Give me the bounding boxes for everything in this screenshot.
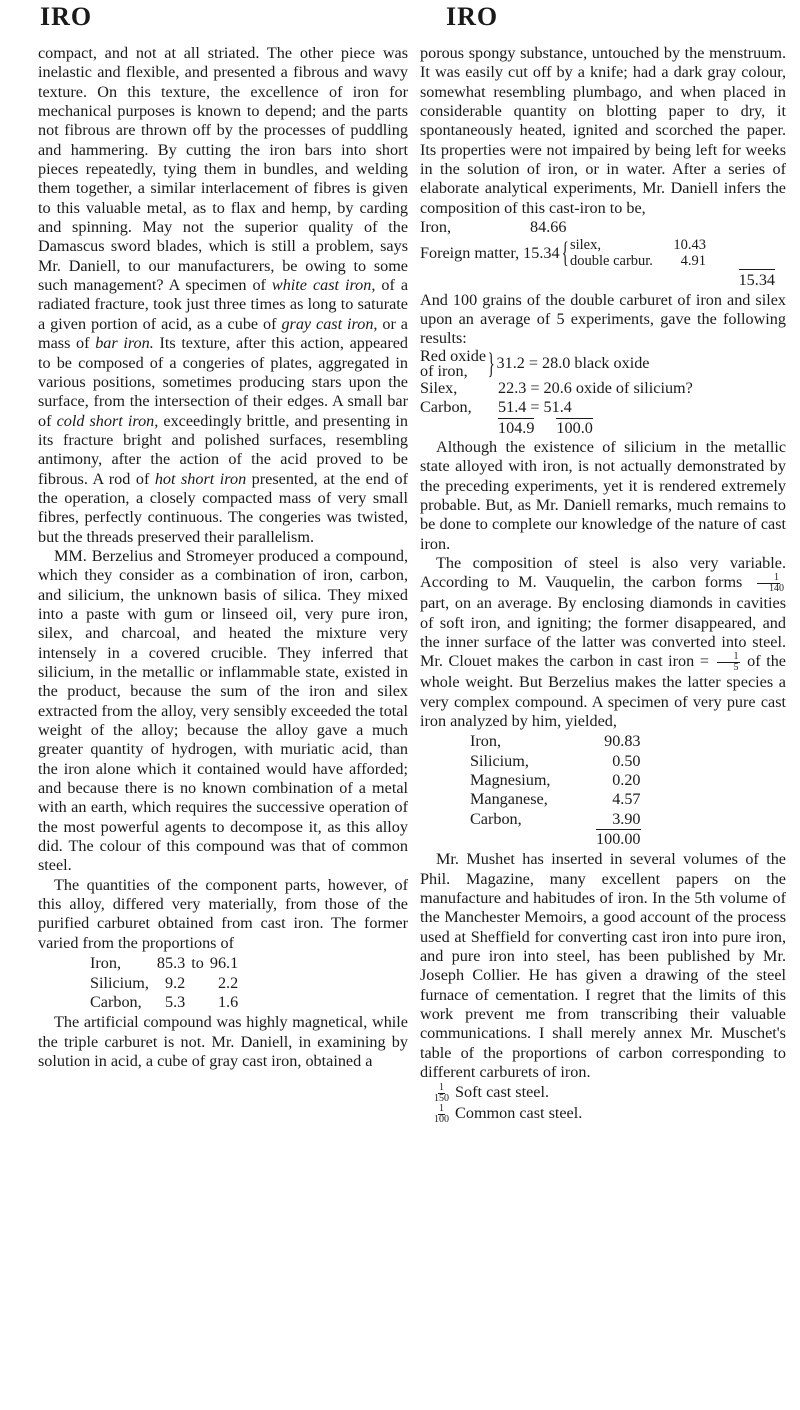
table-row: Silicium, 9.2 2.2 [90, 973, 239, 992]
fraction: $\frac{1}{100}$ [434, 1102, 449, 1125]
table-row: 100.00 [596, 830, 641, 849]
results-block: Red oxide of iron, } 31.2 = 28.0 black oxide Silex, 22.3 = 20.6 oxide of silicium? Carbon, 51.4 = 51.4 104.9 100.0 [420, 346, 693, 437]
paragraph: The quantities of the component parts, however, of this alloy, differed very materially, from those of the purified carburet obtained from cast iron. The former varied from the proportions of [38, 875, 408, 952]
analysis-table [470, 732, 641, 849]
table-row: Carbon, 3.90 [470, 809, 641, 828]
paragraph: Although the existence of silicium in the metallic state alloyed with iron, is not actually demonstrated by the preceding experiments, yet it is rendered extremely probable. But, as Mr. Daniell remarks, much remains to be done to complete our knowledge of the nature of cast iron. [420, 437, 786, 553]
fraction: $\frac{1}{140}$ [753, 573, 784, 594]
paragraph: The composition of steel is also very variable. According to M. Vauquelin, the carbon forms $\frac{1}{140}$ part, on an average. By enclosing diamonds in cavities of soft iron, and igniting; the former disappeared, and the inner surface of the latter was converted into steel. Mr. Clouet makes the carbon in cast iron = $\frac{1}{5}$ of the whole weight. But Berzelius makes the latter species a very complex compound. A specimen of very pure cast iron analyzed by him, yielded, [420, 553, 786, 730]
brace-icon: } [487, 346, 495, 380]
fraction: $\frac{1}{150}$ [434, 1081, 449, 1104]
paragraph: And 100 grains of the double carburet of iron and silex upon an average of 5 experiments, gave the following results: [420, 290, 786, 348]
right-column [420, 44, 786, 1125]
table-row: Carbon, 5.3 1.6 [90, 992, 239, 1011]
table-row: Iron, 85.3 to 96.1 [90, 954, 239, 973]
table-row: Silicium, 0.50 [470, 751, 641, 770]
paragraph: porous spongy substance, untouched by the menstruum. It was easily cut off by a knife; had a dark gray colour, somewhat resembling plumbago, and when placed in considerable quantity on blotting paper to dry, it spontaneously heated, ignited and scorched the paper. Its properties were not impaired by being left for weeks in the solution of iron, or in water. After a series of elaborate analytical experiments, Mr. Daniell infers the composition of this cast-iron to be, [420, 44, 786, 217]
proportions-table [90, 954, 238, 1012]
left-column [38, 44, 408, 1071]
brace-icon: { [561, 236, 569, 270]
running-head-left: IRO [40, 2, 93, 31]
carburet-line: $\frac{1}{100}$ Common cast steel. [434, 1102, 583, 1125]
paragraph: compact, and not at all striated. The other piece was inelastic and flexible, and presented a fibrous and wavy texture. On this texture, the excellence of iron for mechanical purposes is known to depend; and the parts not fibrous are thrown off by the processes of puddling and hammering. By cutting the iron bars into short pieces repeatedly, tying them in bundles, and welding them together, a similar interlacement of fibres is given to this valuable metal, as to flax and hemp, by carding and spinning. May not the superior quality of the Damascus sword blades, which is still a problem, says Mr. Daniell, to our manufacturers, be owing to some such management? A specimen of white cast iron, of a radiated fracture, took just three times as long to saturate a given portion of acid, as a cube of gray cast iron, or a mass of bar iron. Its texture, after this action, appeared to be composed of a congeries of plates, aggregated in various positions, sometimes producing stars upon the surface, from the intersection of their edges. A small bar of cold short iron, exceedingly brittle, and presenting in its fracture bright and polished surfaces, resembling antimony, after the action of the acid proved to be fibrous. A rod of hot short iron presented, at the end of the operation, a closely compacted mass of very small fibres, perfectly continuous. The congeries was twisted, but the threads preserved their parallelism. [38, 44, 409, 546]
composition-block: Iron, 84.66 Foreign matter, 15.34 { silex, 10.43 double carbur. 4.91 15.34 [420, 218, 775, 290]
running-head-right: IRO [446, 2, 499, 31]
table-row: Iron, 90.83 [470, 732, 641, 751]
table-row: Manganese, 4.57 [470, 790, 641, 809]
paragraph: MM. Berzelius and Stromeyer produced a compound, which they consider as a combination of iron, carbon, and silicium, the unknown basis of silica. They mixed into a paste with gum or linseed oil, very pure iron, silex, and charcoal, and heated the mixture very intensely in a covered crucible. They inferred that silicium, in the metallic or inflammable state, existed in the product, because the sum of the iron and silex extracted from the alloy, very sensibly exceeded the total weight of the alloy; because the alloy gave a much greater quantity of hydrogen, with muriatic acid, than the iron alone which it contained would have afforded; and because there is no known combination of a metal with an earth, which requires the successive operation of the most powerful agents to decompose it, as this alloy did. The colour of this compound was that of common steel. [38, 546, 408, 875]
table-row: Magnesium, 0.20 [470, 771, 641, 789]
fraction: $\frac{1}{5}$ [717, 652, 740, 673]
paragraph: Mr. Mushet has inserted in several volumes of the Phil. Magazine, many excellent papers on the manufacture and habitudes of iron. In the 5th volume of the Manchester Memoirs, a good account of the process used at Sheffield for converting cast iron into pure iron, and pure iron into steel, has been published by Mr. Joseph Collier. He has given a drawing of the steel furnace of cementation. I regret that the limits of this work prevent me from transcribing their valuable communications. I shall merely annex Mr. Muschet's table of the proportions of carbon corresponding to different carburets of iron. [420, 850, 786, 1082]
paragraph: The artificial compound was highly magnetical, while the triple carburet is not. Mr. Daniell, in examining by solution in acid, a cube of gray cast iron, obtained a [38, 1013, 408, 1070]
carburet-line: $\frac{1}{150}$ Soft cast steel. [434, 1081, 550, 1104]
